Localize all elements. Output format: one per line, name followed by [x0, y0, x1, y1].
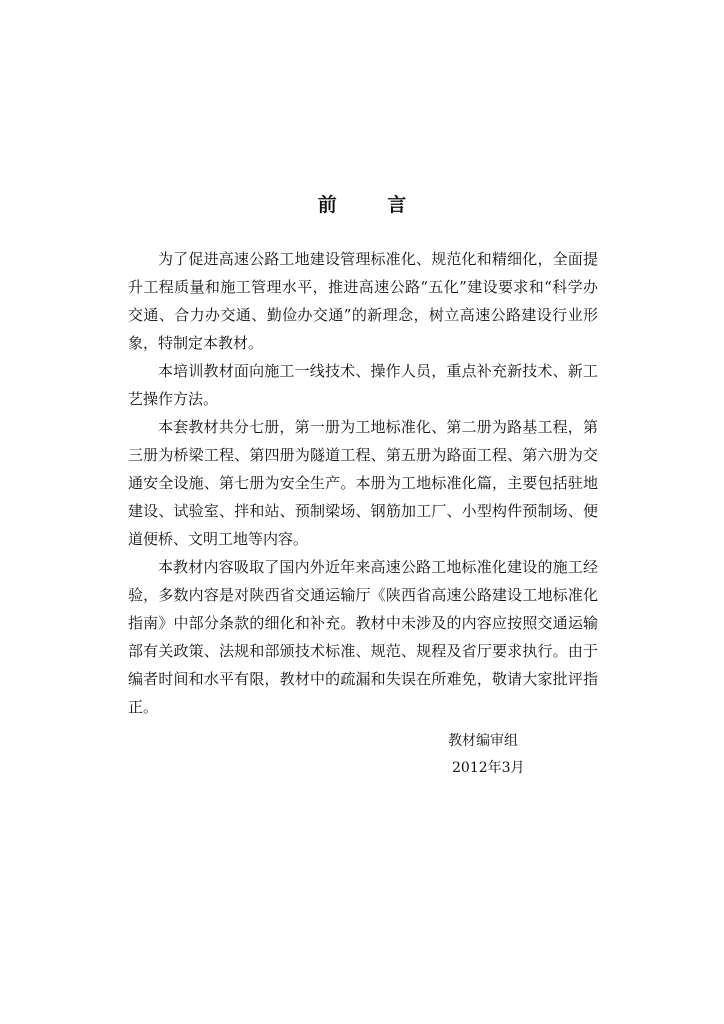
paragraph-1: 为了促进高速公路工地建设管理标准化、规范化和精细化，全面提升工程质量和施工管理水平，推进高速公路“五化”建设要求和“科学办交通、合力办交通、勤俭办交通”的新理念，树立高速公路建设行业形象，特制定本教材。	[128, 250, 598, 352]
page-title: 前 言	[317, 194, 429, 216]
paragraph-4: 本教材内容吸取了国内外近年来高速公路工地标准化建设的施工经验，多数内容是对陕西省交通运输厅《陕西省高速公路建设工地标准化指南》中部分条款的细化和补充。教材中未涉及的内容应按照交通运输部有关政策、法规和部颁技术标准、规范、规程及省厅要求执行。由于编者时间和水平有限，教材中的疏漏和失误在所难免，敬请大家批评指正。	[128, 558, 598, 716]
signature-block	[448, 728, 558, 782]
preface-body	[128, 245, 598, 721]
paragraph-3: 本套教材共分七册，第一册为工地标准化、第二册为路基工程，第三册为桥梁工程、第四册为隧道工程、第五册为路面工程、第六册为交通安全设施、第七册为安全生产。本册为工地标准化篇，主要包括驻地建设、试验室、拌和站、预制梁场、钢筋加工厂、小型构件预制场、便道便桥、文明工地等内容。	[128, 418, 598, 548]
signature-date: 2012年3月	[452, 760, 525, 776]
signature-author: 教材编审组	[448, 733, 518, 749]
paragraph-2: 本培训教材面向施工一线技术、操作人员，重点补充新技术、新工艺操作方法。	[128, 362, 598, 408]
